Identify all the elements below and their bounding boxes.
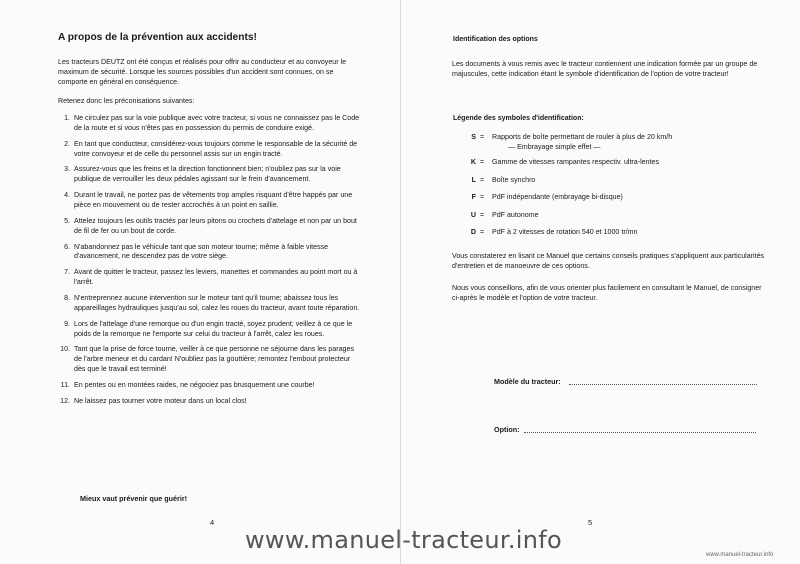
list-item-text: N'entreprennez aucune intervention sur le moteur tant qu'il tourne; abaissez tous les appareillages hydrauliques jusqu'au sol, calez les roues du tracteur, avant toute réparation. [74,293,360,312]
list-item [58,397,360,407]
list-item [58,191,360,211]
legend-row [466,193,766,211]
legend-symbol: F [471,193,476,201]
list-item [58,268,360,288]
list-item-text: En pentes ou en montées raides, ne négociez pas brusquement une courbe! [74,380,315,389]
legend-text: PdF à 2 vitesses de rotation 540 et 1000 tr/mn [492,228,638,236]
model-field-line[interactable] [569,384,757,385]
list-item [58,345,360,375]
list-item-number: 8. [64,293,70,302]
list-item [58,320,360,340]
legend-equals: = [480,133,485,141]
legend-symbol: L [471,175,476,184]
legend-equals: = [480,193,485,201]
left-page-number: 4 [210,518,215,527]
legend-row [466,211,766,229]
site-watermark-small: www.manuel-tracteur.info [706,552,774,558]
model-field-label: Modèle du tracteur: [494,377,561,386]
symbol-legend [466,133,766,246]
legend-equals: = [480,158,485,166]
list-item-number: 10. [60,345,70,354]
list-item-number: 5. [64,216,70,225]
legend-text: Boîte synchro [492,175,536,184]
right-page-number: 5 [588,518,593,527]
legend-subtext: — Embrayage simple effet — [508,142,601,151]
list-item-text: Durant le travail, ne portez pas de vêtements trop amples risquant d'être happés par une pièce en mouvement ou de rester accrochés à un point en saillie. [74,191,353,210]
list-item-text: Ne circulez pas sur la voie publique avec votre tracteur, si vous ne connaissez pas le Code de la route et si vous n'êtes pas en possession du permis de conduire exigé. [74,114,360,132]
list-item [58,217,360,237]
legend-text: PdF autonome [492,210,539,219]
legend-text: Rapports de boîte permettant de rouler à plus de 20 km/h [492,133,673,141]
option-field-label: Option: [494,425,520,434]
site-watermark: www.manuel-tracteur.info [245,526,562,554]
legend-equals: = [480,210,485,219]
left-intro-paragraph: Les tracteurs DEUTZ ont été conçus et réalisés pour offrir au conducteur et au convoyeur le maximum de sécurité. Lorsque les sources possibles d'un accident sont connues, on se comporte en général en conséquence. [58,58,347,86]
page-fold-divider [400,0,401,564]
right-page [401,0,800,564]
left-intro2-paragraph: Retenez donc les préconisations suivantes: [58,97,195,105]
options-paragraph: Vous constaterez en lisant ce Manuel que certains conseils pratiques s'appliquent aux particularités d'entretien et de manoeuvre de ces options. [452,252,765,270]
legend-symbol: U [470,210,476,219]
list-item-number: 6. [64,242,70,251]
list-item-number: 11. [60,380,70,389]
list-item-text: N'abandonnez pas le véhicule tant que son moteur tourne; même à faible vitesse d'avancement, ne descendez pas de votre siège. [74,242,329,261]
right-page-title: Identification des options [453,36,538,43]
list-item [58,381,360,391]
list-item [58,243,360,263]
advice-paragraph: Nous vous conseillons, afin de vous orienter plus facilement en consultant le Manuel, de consigner ci-après le modèle et l'option de votre tracteur. [452,284,762,302]
list-item [58,140,360,160]
list-item-text: Avant de quitter le tracteur, passez les leviers, manettes et commandes au point mort ou à l'arrêt. [74,268,358,287]
left-page-title: A propos de la prévention aux accidents! [58,32,257,43]
list-item-number: 9. [64,319,70,328]
legend-row [466,228,766,246]
list-item-text: Ne laissez pas tourner votre moteur dans un local clos! [74,396,247,405]
list-item-text: Lors de l'attelage d'une remorque ou d'un engin tracté, soyez prudent; veillez à ce que le poids de la remorque ne l'emporte sur celui du tracteur à l'arrêt, calez les roues. [74,319,353,338]
legend-symbol: K [470,158,476,166]
list-item-number: 4. [64,191,70,200]
list-item-number: 2. [64,139,70,148]
list-item-number: 12. [60,396,70,405]
legend-description [492,133,672,152]
legend-symbol: D [470,228,476,236]
list-item-text: Tant que la prise de force tourne, veiller à ce que personne ne séjourne dans les parages de l'arbre meneur et du cardan! N'oubliez pas la gouttière; remontez l'embout protecteur dès que le travail est terminé! [74,345,354,374]
legend-equals: = [480,228,485,236]
list-item [58,165,360,185]
legend-title: Légende des symboles d'identification: [453,115,584,122]
option-field-line[interactable] [524,432,756,433]
safety-list [58,114,360,413]
list-item-text: Assurez-vous que les freins et la direction fonctionnent bien; n'oubliez pas sur la voie publique de verrouiller les deux pédales agissant sur le frein d'avancement. [74,165,341,184]
legend-equals: = [480,175,485,184]
list-item [58,294,360,314]
legend-row [466,176,766,194]
list-item-number: 7. [64,268,70,277]
list-item [58,114,360,134]
list-item-number: 1. [64,114,70,122]
legend-text: PdF indépendante (embrayage bi-disque) [492,193,623,201]
legend-row [466,133,766,158]
legend-text: Gamme de vitesses rampantes respectiv. ultra-lentes [492,158,660,166]
closing-motto: Mieux vaut prévenir que guérir! [80,494,188,503]
list-item-text: En tant que conducteur, considérez-vous toujours comme le responsable de la sécurité de votre convoyeur et de celle du personnel assis sur un engin tracté. [74,139,358,158]
legend-symbol: S [471,133,476,141]
list-item-number: 3. [64,165,70,174]
right-intro-paragraph: Les documents à vous remis avec le tracteur contiennent une indication formée par un groupe de majuscules, cette indication étant le symbole d'identification de l'option de votre tracteur! [452,60,758,78]
legend-row [466,158,766,176]
list-item-text: Attelez toujours les outils tractés par leurs pitons ou crochets d'attelage et non par un bout de fil de fer ou un bout de corde. [74,216,357,235]
